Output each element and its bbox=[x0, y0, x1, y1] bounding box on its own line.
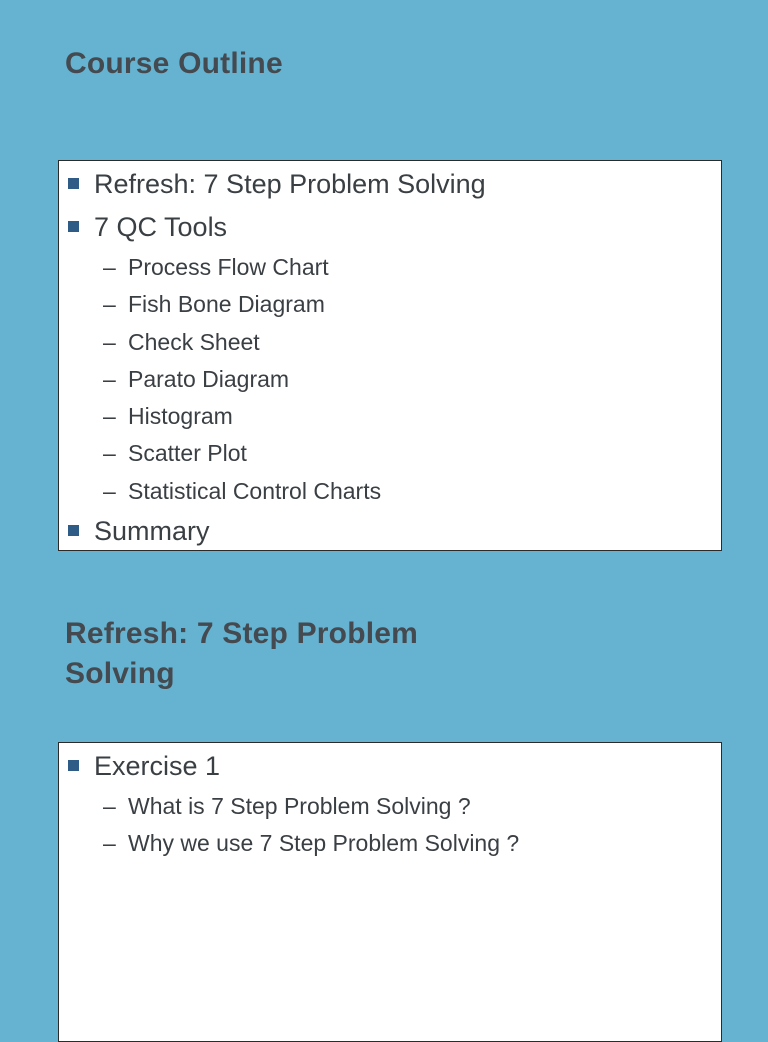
dash-bullet-icon: – bbox=[103, 403, 116, 430]
sub-list-item-label: Fish Bone Diagram bbox=[128, 291, 325, 318]
sub-list-item-label: Parato Diagram bbox=[128, 365, 290, 392]
sub-list-item bbox=[59, 399, 721, 436]
course-outline-content-box bbox=[58, 160, 722, 551]
sub-list-item-label: What is 7 Step Problem Solving ? bbox=[128, 793, 471, 819]
list-item bbox=[59, 511, 721, 554]
qc-tools-sublist bbox=[59, 250, 721, 511]
dash-bullet-icon: – bbox=[103, 365, 116, 392]
slide-title-course-outline: Course Outline bbox=[65, 47, 283, 80]
list-item-label: Exercise 1 bbox=[94, 751, 221, 781]
sub-list-item bbox=[59, 325, 721, 362]
square-bullet-icon bbox=[68, 760, 79, 771]
sub-list-item bbox=[59, 826, 721, 863]
refresh-list bbox=[59, 746, 721, 789]
exercise-sublist bbox=[59, 789, 721, 864]
dash-bullet-icon: – bbox=[103, 291, 116, 318]
sub-list-item-label: Check Sheet bbox=[128, 328, 260, 355]
dash-bullet-icon: – bbox=[103, 477, 116, 504]
slide-title-refresh: Refresh: 7 Step Problem Solving bbox=[65, 617, 419, 690]
dash-bullet-icon: – bbox=[103, 254, 116, 280]
sub-list-item bbox=[59, 362, 721, 399]
list-item-label: Summary bbox=[94, 516, 210, 547]
list-item-label: 7 QC Tools bbox=[94, 212, 228, 242]
sub-list-item bbox=[59, 789, 721, 826]
sub-list-item-label: Histogram bbox=[128, 403, 233, 430]
list-item bbox=[59, 164, 721, 207]
dash-bullet-icon: – bbox=[103, 793, 116, 819]
sub-list-item bbox=[59, 436, 721, 473]
refresh-content-box bbox=[58, 742, 722, 1042]
square-bullet-icon bbox=[68, 178, 79, 189]
dash-bullet-icon: – bbox=[103, 830, 116, 857]
list-item bbox=[59, 207, 721, 250]
sub-list-item bbox=[59, 287, 721, 324]
dash-bullet-icon: – bbox=[103, 328, 116, 355]
sub-list-item bbox=[59, 474, 721, 511]
course-outline-list-end bbox=[59, 511, 721, 554]
list-item-label: Refresh: 7 Step Problem Solving bbox=[94, 169, 486, 199]
sub-list-item-label: Statistical Control Charts bbox=[128, 477, 382, 504]
sub-list-item-label: Scatter Plot bbox=[128, 440, 247, 467]
list-item bbox=[59, 746, 721, 789]
square-bullet-icon bbox=[68, 221, 79, 232]
sub-list-item-label: Why we use 7 Step Problem Solving ? bbox=[128, 830, 520, 857]
dash-bullet-icon: – bbox=[103, 440, 116, 467]
square-bullet-icon bbox=[68, 525, 79, 536]
course-outline-list bbox=[59, 164, 721, 250]
sub-list-item-label: Process Flow Chart bbox=[128, 254, 329, 280]
sub-list-item bbox=[59, 250, 721, 287]
